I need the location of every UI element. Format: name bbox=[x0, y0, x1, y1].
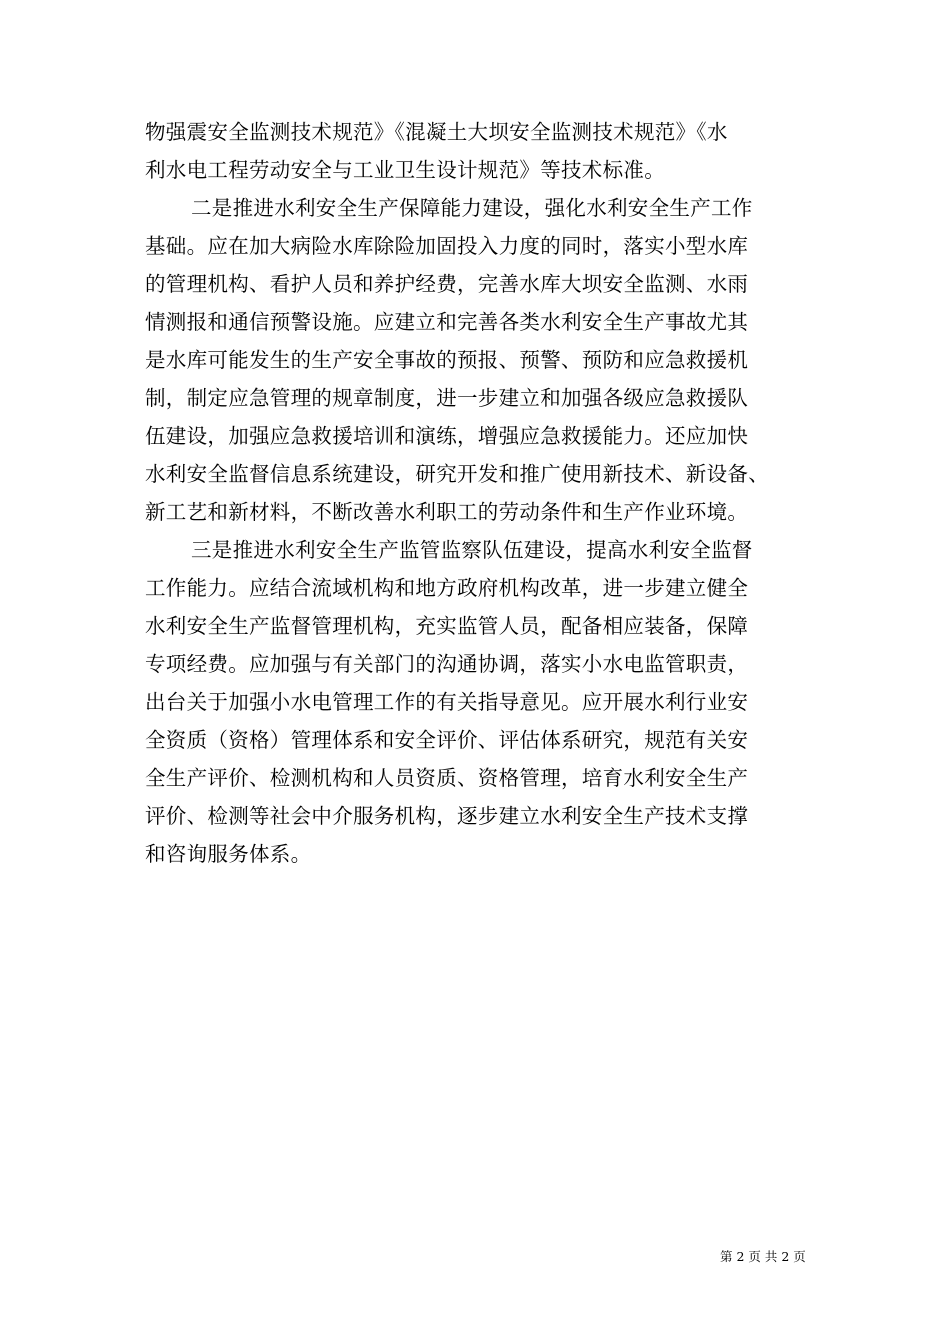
text-line: 基础。应在加大病险水库除险加固投入力度的同时，落实小型水库 bbox=[145, 234, 749, 258]
text-line: 的管理机构、看护人员和养护经费，完善水库大坝安全监测、水雨 bbox=[145, 272, 749, 296]
text-line: 新工艺和新材料，不断改善水利职工的劳动条件和生产作业环境。 bbox=[145, 500, 749, 524]
text-line: 专项经费。应加强与有关部门的沟通协调，落实小水电监管职责， bbox=[145, 652, 749, 676]
paragraph-start-line: 二是推进水利安全生产保障能力建设，强化水利安全生产工作 bbox=[191, 196, 753, 220]
text-line: 全资质（资格）管理体系和安全评价、评估体系研究，规范有关安 bbox=[145, 728, 749, 752]
text-line: 出台关于加强小水电管理工作的有关指导意见。应开展水利行业安 bbox=[145, 690, 749, 714]
text-line: 是水库可能发生的生产安全事故的预报、预警、预防和应急救援机 bbox=[145, 348, 749, 372]
text-line: 伍建设，加强应急救援培训和演练，增强应急救援能力。还应加快 bbox=[145, 424, 749, 448]
text-line: 制，制定应急管理的规章制度，进一步建立和加强各级应急救援队 bbox=[145, 386, 749, 410]
page-number-footer: 第 2 页 共 2 页 bbox=[720, 1249, 806, 1264]
text-line: 水利安全监督信息系统建设，研究开发和推广使用新技术、新设备、 bbox=[145, 462, 769, 486]
text-line: 水利安全生产监督管理机构，充实监管人员，配备相应装备，保障 bbox=[145, 614, 749, 638]
paragraph-start-line: 三是推进水利安全生产监管监察队伍建设，提高水利安全监督 bbox=[191, 538, 753, 562]
text-line: 全生产评价、检测机构和人员资质、资格管理，培育水利安全生产 bbox=[145, 766, 749, 790]
text-line: 评价、检测等社会中介服务机构，逐步建立水利安全生产技术支撑 bbox=[145, 804, 749, 828]
text-line: 情测报和通信预警设施。应建立和完善各类水利安全生产事故尤其 bbox=[145, 310, 749, 334]
text-line: 和咨询服务体系。 bbox=[145, 842, 312, 866]
text-line: 工作能力。应结合流域机构和地方政府机构改革，进一步建立健全 bbox=[145, 576, 749, 600]
body-text bbox=[145, 113, 825, 873]
text-line: 物强震安全监测技术规范》《混凝土大坝安全监测技术规范》《水 bbox=[145, 120, 728, 144]
text-line: 利水电工程劳动安全与工业卫生设计规范》等技术标准。 bbox=[145, 158, 665, 182]
